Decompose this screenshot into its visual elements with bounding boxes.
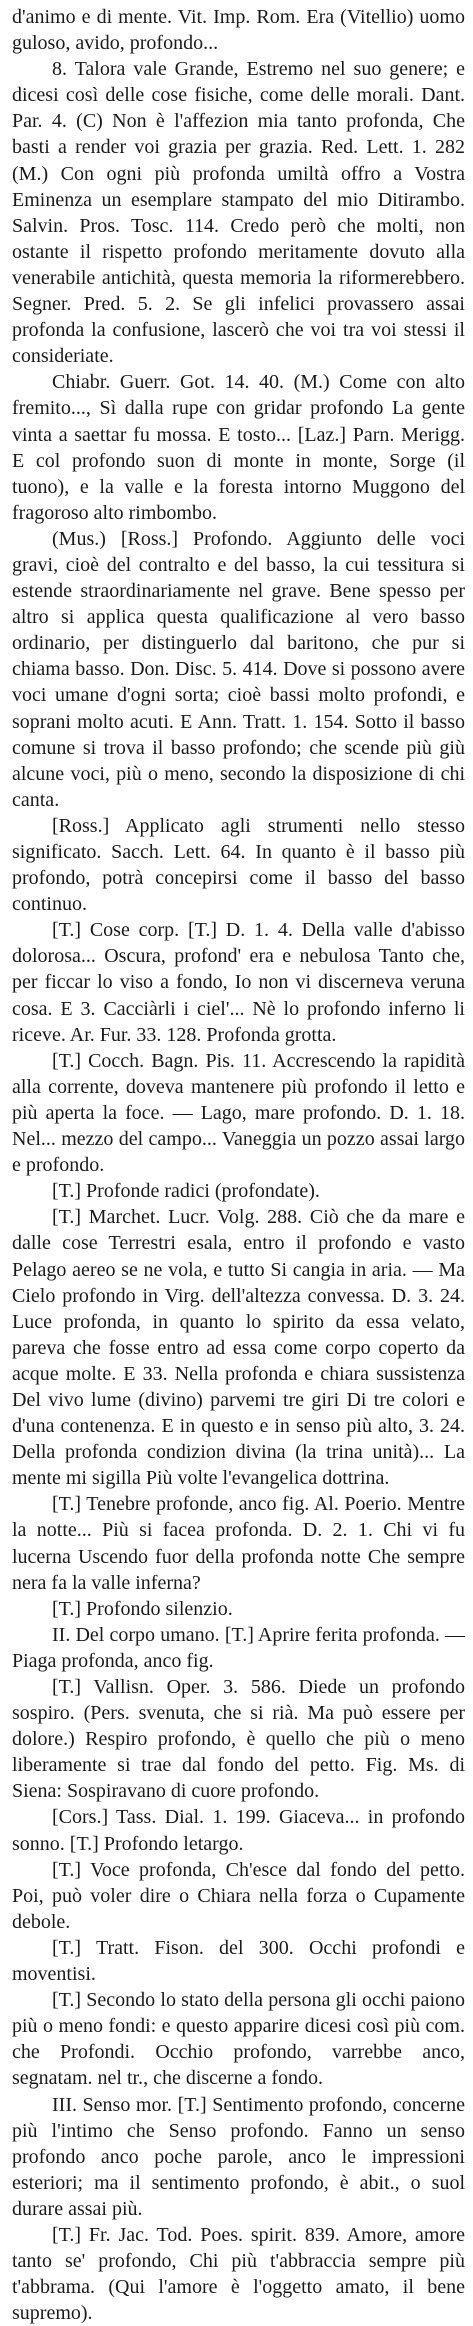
entry-paragraph: [Cors.] Tass. Dial. 1. 199. Giaceva... in profondo sonno. [T.] Profondo letargo.: [12, 1806, 465, 1855]
entry-paragraph: II. Del corpo umano. [T.] Aprire ferita profonda. — Piaga profonda, anco fig.: [12, 1623, 465, 1672]
entry-paragraph: (Mus.) [Ross.] Profondo. Aggiunto delle voci gravi, cioè del contralto e del basso, la cui tessitura si estende straordinariamente nel grave. Bene spesso per altro si applica questa qualificazione al vero basso ordinario, per distinguerlo dal baritono, che pur si chiama basso. Don. Disc. 5. 414. Dove si possono avere voci umane d'ogni sorta; cioè bassi molto profondi, e soprani molto acuti. E Ann. Tratt. 1. 154. Sotto il basso comune si trova il basso profondo; che scende più giù alcune voci, più o meno, secondo la disposizione di chi canta.: [12, 527, 465, 811]
entry-paragraph: [T.] Profondo silenzio.: [52, 1597, 233, 1620]
entry-paragraph: Chiabr. Guerr. Got. 14. 40. (M.) Come con alto fremito..., Sì dalla rupe con gridar profondo La gente vinta a saettar fu mossa. E tosto... [Laz.] Parn. Merigg. E col profondo suon di monte in monte, Sorge (il tuono), e la valle e la foresta intorno Muggono del fragoroso alto rimbombo.: [12, 371, 465, 524]
entry-paragraph: [T.] Tenebre profonde, anco fig. Al. Poerio. Mentre la notte... Più si facea profonda. D. 2. 1. Chi vi fu lucerna Uscendo fuor della profonda notte Che sempre nera fa la valle inferna?: [12, 1493, 465, 1594]
entry-paragraph: 8. Talora vale Grande, Estremo nel suo genere; e dicesi così delle cose fisiche, come delle morali. Dant. Par. 4. (C) Non è l'affezion mia tanto profonda, Che basti a render voi grazia per grazia. Red. Lett. 1. 282 (M.) Con ogni più profonda umiltà offro a Vostra Eminenza un esemplare stampato del mio Ditirambo. Salvin. Pros. Tosc. 114. Credo però che molti, non ostante il rispetto profondo meritamente dovuto alla venerabile antichità, questa memoria la riformerebbero. Segner. Pred. 5. 2. Se gli infelici provassero assai profonda la confusione, lascerò che voi tra voi stessi il consideriate.: [12, 58, 465, 368]
entry-paragraph: [T.] Cocch. Bagn. Pis. 11. Accrescendo la rapidità alla corrente, doveva mantenere più profondo il letto e più aperta la foce. — Lago, mare profondo. D. 1. 18. Nel... mezzo del campo... Vaneggia un pozzo assai largo e profondo.: [12, 1049, 465, 1177]
entry-paragraph: [T.] Tratt. Fison. del 300. Occhi profondi e moventisi.: [12, 1936, 465, 1986]
entry-paragraph: III. Senso mor. [T.] Sentimento profondo, concerne più l'intimo che Senso profondo. Fanno un senso profondo anco poche parole, anco le impressioni esteriori; ma il sentimento profondo, è abit., o suol durare assai più.: [12, 2093, 465, 2220]
entry-paragraph: [T.] Secondo lo stato della persona gli occhi paiono più o meno fondi: e questo apparire dicesi così più com. che Profondi. Occhio profondo, varrebbe anco, segnatam. nel tr., che discerne a fondo.: [12, 1989, 465, 2090]
entry-paragraph: [T.] Marchet. Lucr. Volg. 288. Ciò che da mare e dalle cose Terrestri esala, entro il profondo e vasto Pelago aereo se ne vola, e tutto Si cangia in aria. — Ma Cielo profondo in Virg. dell'altezza convessa. D. 3. 24. Luce profonda, in quanto lo spirito da essa velato, pareva che fosse entro ad essa come corpo coperto da acque molte. E 33. Nella profonda e chiara sussistenza Del vivo lume (divino) parvemi tre giri Di tre colori e d'una contenenza. E in questo e in senso più alto, 3. 24. Della profonda condizion divina (la trina unità)... La mente mi sigilla Più volte l'evangelica dottrina.: [12, 1206, 465, 1490]
entry-paragraph: d'animo e di mente. Vit. Imp. Rom. Era (Vitellio) uomo guloso, avido, profondo...: [12, 6, 465, 55]
entry-paragraph: [T.] Fr. Jac. Tod. Poes. spirit. 839. Amore, amore tanto se' profondo, Chi più t'abbraccia sempre più t'abbrama. (Qui l'amore è l'oggetto amato, il bene supremo).: [12, 2223, 465, 2325]
entry-paragraph: [T.] Cose corp. [T.] D. 1. 4. Della valle d'abisso dolorosa... Oscura, profond' era e nebulosa Tanto che, per ficcar lo viso a fondo, Io non vi discerneva veruna cosa. E 3. Cacciàrli i ciel'... Nè lo profondo inferno li riceve. Ar. Fur. 33. 128. Profonda grotta.: [12, 919, 465, 1046]
entry-paragraph: [T.] Voce profonda, Ch'esce dal fondo del petto. Poi, può voler dire o Chiara nella forza o Cupamente debole.: [12, 1858, 465, 1933]
entry-paragraph: [Ross.] Applicato agli strumenti nello stesso significato. Sacch. Lett. 64. In quanto è il basso più profondo, potrà concepirsi come il basso del basso continuo.: [12, 814, 465, 916]
entry-paragraph: [T.] Vallisn. Oper. 3. 586. Diede un profondo sospiro. (Pers. svenuta, che si rià. Ma può essere per dolore.) Respiro profondo, è quello che più o meno liberamente si trae dal fondo del petto. Fig. Ms. di Siena: Sospiravano di cuore profondo.: [12, 1676, 465, 1803]
entry-paragraph: [T.] Profonde radici (profondate).: [52, 1180, 320, 1203]
